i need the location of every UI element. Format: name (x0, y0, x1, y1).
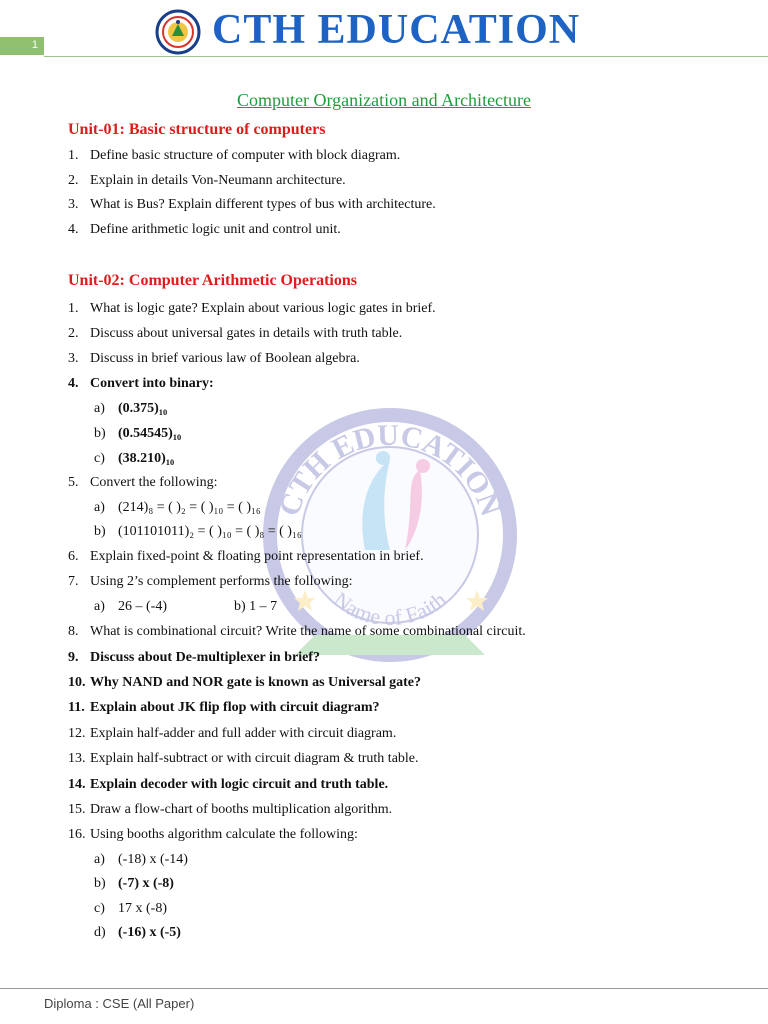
unit1-question (68, 148, 400, 164)
question-text: Discuss about universal gates in details with truth table. (90, 326, 403, 341)
sub-item (94, 901, 167, 917)
unit2-question (68, 726, 396, 742)
question-text: Convert the following: (90, 475, 218, 490)
question-number: 3. (68, 351, 79, 366)
sub-label: a) (94, 500, 105, 515)
question-number: 5. (68, 475, 79, 490)
unit2-question (68, 574, 352, 590)
unit2-question (68, 777, 388, 793)
question-text: Why NAND and NOR gate is known as Universal gate? (90, 675, 421, 690)
sub-text: (0.375)₁₀ (118, 401, 168, 416)
unit2-question (68, 802, 392, 818)
sub-label: a) (94, 852, 105, 867)
question-number: 7. (68, 574, 79, 589)
question-text: Explain half-subtract or with circuit diagram & truth table. (90, 751, 419, 766)
question-number: 9. (68, 650, 79, 665)
sub-label: a) (94, 599, 105, 614)
sub-text: (-18) x (-14) (118, 852, 188, 867)
question-text: Explain fixed-point & floating point representation in brief. (90, 549, 424, 564)
question-number: 8. (68, 624, 79, 639)
question-text: Draw a flow-chart of booths multiplication algorithm. (90, 802, 393, 817)
sub-text: (214)₈ = ( )₂ = ( )₁₀ = ( )₁₆ (118, 500, 261, 515)
sub-label: c) (94, 451, 105, 466)
document-title: Computer Organization and Architecture (236, 90, 532, 110)
sub-item (94, 852, 188, 868)
unit2-question (68, 475, 218, 491)
unit2-question (68, 751, 419, 767)
sub-text: (101101011)₂ = ( )₁₀ = ( )₈ = ( )₁₆ (118, 524, 302, 539)
question-number: 3. (68, 197, 79, 212)
question-number: 11. (68, 700, 85, 715)
sub-text: b) 1 – 7 (234, 599, 278, 614)
question-text: Explain decoder with logic circuit and truth table. (90, 777, 389, 792)
brand-title: CTH EDUCATION (212, 7, 581, 53)
question-number: 12. (68, 726, 86, 741)
unit2-question (68, 700, 380, 716)
header-rule (44, 56, 768, 57)
question-text: Define basic structure of computer with block diagram. (90, 148, 401, 163)
question-text: Define arithmetic logic unit and control unit. (90, 222, 341, 237)
page-number: 1 (31, 39, 38, 51)
sub-label: b) (94, 524, 106, 539)
question-number: 2. (68, 173, 79, 188)
unit2-question (68, 549, 424, 565)
sub-item (94, 451, 174, 467)
watermark-top-text: CTH EDUCATION (272, 418, 508, 521)
question-number: 15. (68, 802, 86, 817)
sub-item (94, 401, 167, 417)
question-number: 14. (68, 777, 86, 792)
footer-rule (0, 988, 768, 989)
question-text: What is combinational circuit? Write the name of some combinational circuit. (90, 624, 526, 639)
sub-item (94, 925, 181, 941)
sub-text: 17 x (-8) (118, 901, 167, 916)
question-text: Explain half-adder and full adder with circuit diagram. (90, 726, 397, 741)
question-text: Using booths algorithm calculate the following: (90, 827, 358, 842)
unit1-question (68, 197, 436, 213)
question-number: 16. (68, 827, 86, 842)
watermark-bottom-text: Name of Faith (328, 586, 452, 631)
footer-text: Diploma : CSE (All Paper) (44, 996, 195, 1011)
question-text: Discuss about De-multiplexer in brief? (90, 650, 320, 665)
sub-text: 26 – (-4) (118, 599, 167, 614)
sub-label: d) (94, 925, 106, 940)
sub-label: c) (94, 901, 105, 916)
question-text: Explain in details Von-Neumann architecture. (90, 173, 346, 188)
sub-item (94, 426, 181, 442)
question-number: 10. (68, 675, 86, 690)
unit2-question (68, 675, 421, 691)
unit1-question (68, 222, 341, 238)
question-text: Convert into binary: (90, 376, 214, 391)
question-text: Explain about JK flip flop with circuit diagram? (90, 700, 380, 715)
sub-item (94, 500, 261, 516)
sub-text: (0.54545)₁₀ (118, 426, 182, 441)
unit2-question (68, 624, 526, 640)
sub-label: b) (94, 876, 106, 891)
unit2-question (68, 301, 436, 317)
unit2-question (68, 650, 320, 666)
question-number: 1. (68, 148, 79, 163)
sub-text: (-16) x (-5) (118, 925, 181, 940)
cth-logo-icon (155, 9, 201, 55)
sub-item (94, 599, 277, 615)
unit2-question (68, 326, 402, 342)
unit2-question (68, 827, 358, 843)
sub-text: (-7) x (-8) (118, 876, 174, 891)
question-number: 2. (68, 326, 79, 341)
unit-01-title: Unit-01: Basic structure of computers (68, 121, 326, 138)
question-number: 4. (68, 222, 79, 237)
sub-label: a) (94, 401, 105, 416)
question-number: 1. (68, 301, 79, 316)
sub-label: b) (94, 426, 106, 441)
question-number: 13. (68, 751, 86, 766)
unit2-question (68, 376, 214, 392)
page-number-bar (0, 37, 44, 55)
unit2-question (68, 351, 360, 367)
unit1-question (68, 173, 346, 189)
question-text: What is Bus? Explain different types of bus with architecture. (90, 197, 436, 212)
question-text: What is logic gate? Explain about various logic gates in brief. (90, 301, 436, 316)
question-number: 6. (68, 549, 79, 564)
question-text: Discuss in brief various law of Boolean algebra. (90, 351, 360, 366)
sub-item (94, 524, 302, 540)
sub-text: (38.210)₁₀ (118, 451, 175, 466)
sub-item (94, 876, 174, 892)
unit-02-title: Unit-02: Computer Arithmetic Operations (68, 272, 357, 289)
question-number: 4. (68, 376, 79, 391)
question-text: Using 2’s complement performs the following: (90, 574, 353, 589)
